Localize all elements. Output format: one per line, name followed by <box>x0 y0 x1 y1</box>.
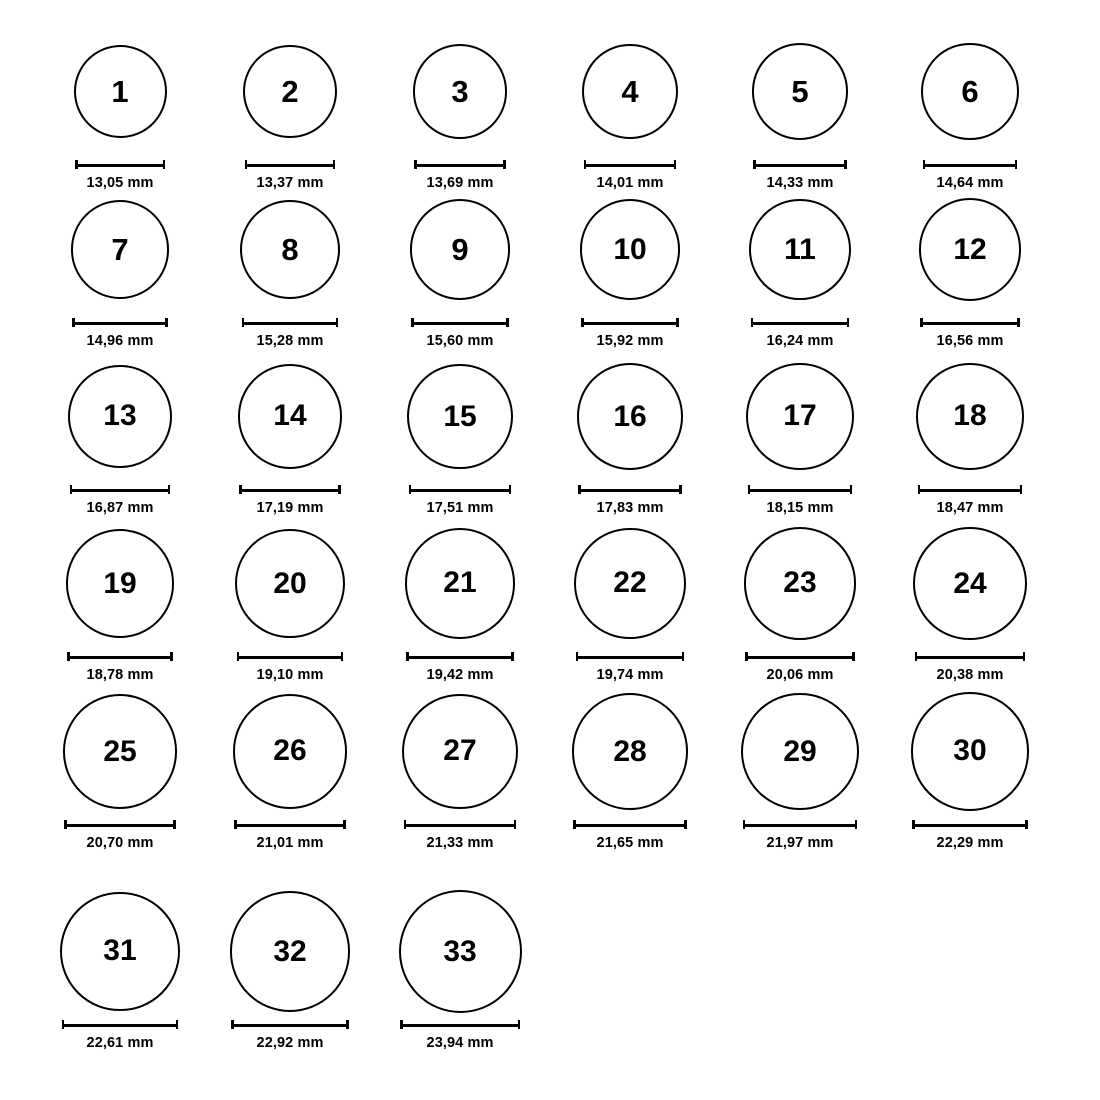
diameter-value-label: 17,19 mm <box>256 500 324 516</box>
diameter-measure-bar <box>70 485 171 494</box>
ring-size-label: 31 <box>103 934 137 968</box>
measure-tick-right <box>170 652 173 661</box>
ring-size-cell <box>35 690 205 851</box>
ring-size-cell <box>545 188 715 349</box>
ring-size-cell <box>375 690 545 851</box>
ring-size-label: 10 <box>613 232 647 266</box>
ring-circle <box>74 45 167 138</box>
ring-size-cell <box>375 30 545 191</box>
ring-size-cell <box>545 522 715 683</box>
measure-line <box>915 656 1025 659</box>
ring-size-label: 30 <box>953 734 987 768</box>
diameter-value-label: 15,60 mm <box>426 333 494 349</box>
diameter-value-label: 16,87 mm <box>86 500 154 516</box>
ring-circle <box>410 199 510 299</box>
ring-size-label: 15 <box>443 399 477 433</box>
ring-circle-wrap <box>233 690 348 813</box>
measure-line <box>414 164 506 167</box>
measure-tick-left <box>581 318 584 327</box>
measure-line <box>920 322 1020 325</box>
measure-tick-right <box>336 318 339 327</box>
ring-size-label: 8 <box>281 231 299 267</box>
ring-circle-wrap <box>752 30 849 153</box>
ring-circle <box>405 528 516 639</box>
diameter-value-label: 19,10 mm <box>256 667 324 683</box>
diameter-measure-bar <box>584 160 677 169</box>
measure-line <box>409 489 511 492</box>
ring-size-label: 17 <box>783 399 817 433</box>
measure-tick-left <box>400 1020 403 1029</box>
measure-tick-left <box>573 820 576 829</box>
ring-circle-wrap <box>746 355 853 478</box>
ring-size-cell <box>375 188 545 349</box>
diameter-measure-bar <box>923 160 1017 169</box>
measure-tick-left <box>64 820 67 829</box>
diameter-value-label: 20,38 mm <box>936 667 1004 683</box>
diameter-value-label: 21,01 mm <box>256 835 324 851</box>
ring-size-label: 6 <box>961 74 979 109</box>
diameter-value-label: 19,42 mm <box>426 667 494 683</box>
ring-circle <box>68 365 172 469</box>
ring-size-cell <box>545 355 715 516</box>
diameter-value-label: 13,69 mm <box>426 175 494 191</box>
ring-circle <box>921 43 1018 140</box>
diameter-measure-bar <box>400 1020 520 1029</box>
measure-tick-left <box>404 820 407 829</box>
measure-line <box>64 824 175 827</box>
ring-size-label: 14 <box>273 399 307 433</box>
measure-tick-right <box>168 485 171 494</box>
ring-size-cell <box>375 890 545 1051</box>
ring-circle <box>63 694 177 808</box>
measure-tick-right <box>518 1020 521 1029</box>
ring-size-cell <box>205 188 375 349</box>
measure-tick-left <box>748 485 751 494</box>
ring-circle <box>744 527 856 639</box>
ring-size-label: 24 <box>953 566 987 600</box>
diameter-value-label: 14,33 mm <box>766 175 834 191</box>
measure-tick-left <box>745 652 748 661</box>
ring-size-cell <box>885 30 1055 191</box>
ring-circle <box>577 363 683 469</box>
ring-circle-wrap <box>68 355 172 478</box>
measure-line <box>67 656 173 659</box>
measure-tick-right <box>850 485 853 494</box>
measure-tick-right <box>163 160 166 169</box>
diameter-measure-bar <box>578 485 681 494</box>
ring-size-label: 1 <box>111 74 129 109</box>
diameter-measure-bar <box>239 485 340 494</box>
measure-tick-left <box>578 485 581 494</box>
ring-size-label: 29 <box>783 734 817 768</box>
diameter-measure-bar <box>409 485 511 494</box>
measure-tick-right <box>338 485 341 494</box>
ring-size-cell <box>715 355 885 516</box>
ring-circle <box>413 44 508 139</box>
ring-circle-wrap <box>921 30 1018 153</box>
measure-line <box>70 489 171 492</box>
ring-size-label: 19 <box>103 566 137 600</box>
diameter-measure-bar <box>751 318 850 327</box>
ring-circle <box>741 693 859 811</box>
diameter-measure-bar <box>915 652 1025 661</box>
ring-size-label: 11 <box>784 232 816 266</box>
measure-tick-right <box>679 485 682 494</box>
ring-size-cell <box>545 690 715 851</box>
ring-circle <box>916 363 1024 471</box>
ring-size-label: 20 <box>273 566 307 600</box>
ring-size-cell <box>205 522 375 683</box>
diameter-measure-bar <box>912 820 1027 829</box>
diameter-value-label: 22,92 mm <box>256 1035 324 1051</box>
measure-tick-left <box>406 652 409 661</box>
diameter-value-label: 17,83 mm <box>596 500 664 516</box>
measure-tick-left <box>242 318 245 327</box>
measure-tick-right <box>176 1020 179 1029</box>
measure-line <box>72 322 167 325</box>
measure-tick-right <box>514 820 517 829</box>
measure-tick-right <box>346 1020 349 1029</box>
ring-size-label: 2 <box>281 74 299 109</box>
measure-tick-right <box>1025 820 1028 829</box>
ring-circle-wrap <box>574 522 685 645</box>
measure-tick-right <box>676 318 679 327</box>
ring-circle <box>911 692 1029 810</box>
diameter-measure-bar <box>581 318 679 327</box>
ring-circle <box>749 199 851 301</box>
diameter-measure-bar <box>242 318 338 327</box>
ring-size-cell <box>205 890 375 1051</box>
ring-size-label: 12 <box>953 232 987 266</box>
diameter-measure-bar <box>406 652 514 661</box>
ring-size-label: 18 <box>953 399 987 433</box>
ring-size-cell <box>35 522 205 683</box>
measure-line <box>584 164 677 167</box>
ring-circle-wrap <box>240 188 339 311</box>
measure-line <box>234 824 346 827</box>
measure-line <box>406 656 514 659</box>
measure-tick-left <box>239 485 242 494</box>
measure-line <box>753 164 847 167</box>
ring-circle <box>233 694 348 809</box>
measure-line <box>751 322 850 325</box>
measure-tick-right <box>1020 485 1023 494</box>
measure-line <box>912 824 1027 827</box>
measure-tick-left <box>743 820 746 829</box>
ring-circle-wrap <box>741 690 859 813</box>
measure-tick-left <box>75 160 78 169</box>
ring-circle-wrap <box>238 355 342 478</box>
measure-line <box>743 824 858 827</box>
ring-size-cell <box>715 522 885 683</box>
ring-circle <box>235 529 345 639</box>
ring-size-label: 21 <box>443 566 477 600</box>
measure-tick-right <box>847 318 850 327</box>
ring-circle-wrap <box>749 188 851 311</box>
ring-size-cell <box>885 690 1055 851</box>
measure-line <box>242 322 338 325</box>
ring-size-label: 28 <box>613 734 647 768</box>
diameter-measure-bar <box>62 1020 178 1029</box>
diameter-value-label: 18,47 mm <box>936 500 1004 516</box>
ring-circle-wrap <box>230 890 350 1013</box>
diameter-measure-bar <box>573 820 687 829</box>
diameter-measure-bar <box>234 820 346 829</box>
ring-circle-wrap <box>66 522 175 645</box>
measure-tick-left <box>912 820 915 829</box>
diameter-value-label: 21,65 mm <box>596 835 664 851</box>
ring-circle-wrap <box>911 690 1029 813</box>
measure-tick-right <box>1015 160 1018 169</box>
diameter-measure-bar <box>920 318 1020 327</box>
measure-line <box>404 824 517 827</box>
diameter-measure-bar <box>411 318 508 327</box>
diameter-measure-bar <box>743 820 858 829</box>
ring-circle-wrap <box>410 188 510 311</box>
diameter-measure-bar <box>245 160 336 169</box>
ring-circle-wrap <box>63 690 177 813</box>
measure-line <box>748 489 852 492</box>
measure-tick-right <box>343 820 346 829</box>
diameter-value-label: 15,92 mm <box>596 333 664 349</box>
ring-size-label: 33 <box>443 934 477 968</box>
diameter-measure-bar <box>67 652 173 661</box>
ring-circle <box>399 890 522 1013</box>
diameter-value-label: 14,96 mm <box>86 333 154 349</box>
diameter-measure-bar <box>237 652 344 661</box>
diameter-measure-bar <box>748 485 852 494</box>
diameter-measure-bar <box>576 652 684 661</box>
ring-circle <box>243 45 337 139</box>
ring-size-cell <box>715 188 885 349</box>
measure-tick-left <box>67 652 70 661</box>
ring-circle <box>230 891 350 1011</box>
ring-circle <box>238 364 342 468</box>
diameter-value-label: 18,78 mm <box>86 667 154 683</box>
ring-circle-wrap <box>744 522 856 645</box>
diameter-value-label: 20,70 mm <box>86 835 154 851</box>
measure-tick-left <box>62 1020 65 1029</box>
ring-circle <box>60 892 179 1011</box>
measure-tick-right <box>855 820 858 829</box>
ring-circle <box>919 198 1022 301</box>
ring-circle-wrap <box>60 890 179 1013</box>
measure-tick-right <box>674 160 677 169</box>
ring-size-cell <box>35 30 205 191</box>
measure-tick-left <box>414 160 417 169</box>
measure-tick-left <box>245 160 248 169</box>
ring-circle <box>580 199 681 300</box>
ring-circle-wrap <box>572 690 689 813</box>
measure-tick-right <box>165 318 168 327</box>
ring-circle <box>574 528 685 639</box>
ring-size-label: 4 <box>621 73 639 109</box>
measure-line <box>918 489 1023 492</box>
ring-circle-wrap <box>582 30 678 153</box>
ring-size-cell <box>35 890 205 1051</box>
measure-line <box>745 656 854 659</box>
diameter-value-label: 17,51 mm <box>426 500 494 516</box>
ring-size-cell <box>375 522 545 683</box>
measure-tick-left <box>72 318 75 327</box>
measure-tick-right <box>511 652 514 661</box>
measure-tick-right <box>341 652 344 661</box>
ring-circle <box>66 529 175 638</box>
measure-tick-right <box>333 160 336 169</box>
ring-circle-wrap <box>243 30 337 153</box>
ring-size-label: 27 <box>443 734 477 768</box>
diameter-measure-bar <box>753 160 847 169</box>
measure-line <box>411 322 508 325</box>
diameter-value-label: 19,74 mm <box>596 667 664 683</box>
ring-size-cell <box>205 690 375 851</box>
ring-circle <box>240 200 339 299</box>
ring-circle-wrap <box>405 522 516 645</box>
diameter-value-label: 22,29 mm <box>936 835 1004 851</box>
measure-line <box>237 656 344 659</box>
measure-tick-left <box>411 318 414 327</box>
measure-tick-left <box>751 318 754 327</box>
ring-circle-wrap <box>919 188 1022 311</box>
ring-size-label: 3 <box>451 74 469 109</box>
ring-circle <box>746 363 853 470</box>
measure-tick-right <box>503 160 506 169</box>
measure-line <box>573 824 687 827</box>
measure-tick-left <box>923 160 926 169</box>
diameter-value-label: 23,94 mm <box>426 1035 494 1051</box>
ring-circle <box>752 43 849 140</box>
ring-size-cell <box>205 355 375 516</box>
ring-size-cell <box>205 30 375 191</box>
measure-line <box>75 164 165 167</box>
measure-line <box>578 489 681 492</box>
ring-circle <box>572 693 689 810</box>
measure-tick-right <box>1017 318 1020 327</box>
ring-size-label: 23 <box>783 566 817 600</box>
diameter-measure-bar <box>745 652 854 661</box>
measure-tick-left <box>920 318 923 327</box>
diameter-measure-bar <box>64 820 175 829</box>
measure-tick-right <box>173 820 176 829</box>
diameter-measure-bar <box>72 318 167 327</box>
measure-line <box>576 656 684 659</box>
ring-circle-wrap <box>580 188 681 311</box>
ring-size-cell <box>35 188 205 349</box>
measure-tick-left <box>576 652 579 661</box>
ring-size-cell <box>885 355 1055 516</box>
ring-circle-wrap <box>235 522 345 645</box>
ring-size-cell <box>375 355 545 516</box>
measure-tick-left <box>70 485 73 494</box>
measure-tick-left <box>584 160 587 169</box>
ring-circle <box>913 527 1026 640</box>
measure-tick-right <box>509 485 512 494</box>
measure-line <box>400 1024 520 1027</box>
ring-size-cell <box>885 522 1055 683</box>
diameter-measure-bar <box>414 160 506 169</box>
ring-circle-wrap <box>913 522 1026 645</box>
ring-circle-wrap <box>74 30 167 153</box>
diameter-value-label: 20,06 mm <box>766 667 834 683</box>
diameter-value-label: 13,37 mm <box>256 175 324 191</box>
ring-size-cell <box>715 30 885 191</box>
ring-circle-wrap <box>916 355 1024 478</box>
diameter-value-label: 16,56 mm <box>936 333 1004 349</box>
diameter-value-label: 14,01 mm <box>596 175 664 191</box>
diameter-value-label: 15,28 mm <box>256 333 324 349</box>
ring-size-label: 9 <box>451 231 469 267</box>
ring-size-label: 7 <box>111 232 129 267</box>
measure-line <box>239 489 340 492</box>
diameter-value-label: 22,61 mm <box>86 1035 154 1051</box>
ring-circle-wrap <box>71 188 169 311</box>
ring-size-label: 16 <box>613 399 647 433</box>
diameter-value-label: 21,97 mm <box>766 835 834 851</box>
ring-size-cell <box>545 30 715 191</box>
ring-circle-wrap <box>413 30 508 153</box>
diameter-value-label: 18,15 mm <box>766 500 834 516</box>
ring-size-cell <box>715 690 885 851</box>
measure-tick-left <box>753 160 756 169</box>
ring-size-label: 22 <box>613 566 647 600</box>
measure-tick-left <box>234 820 237 829</box>
measure-tick-left <box>231 1020 234 1029</box>
ring-circle-wrap <box>399 890 522 1013</box>
diameter-value-label: 21,33 mm <box>426 835 494 851</box>
ring-circle-wrap <box>402 690 518 813</box>
ring-circle <box>582 44 678 140</box>
measure-line <box>231 1024 348 1027</box>
diameter-measure-bar <box>231 1020 348 1029</box>
ring-circle <box>402 694 518 810</box>
ring-size-label: 5 <box>791 73 809 109</box>
diameter-measure-bar <box>75 160 165 169</box>
diameter-value-label: 16,24 mm <box>766 333 834 349</box>
measure-line <box>923 164 1017 167</box>
ring-circle <box>407 364 512 469</box>
measure-tick-right <box>684 820 687 829</box>
ring-circle-wrap <box>577 355 683 478</box>
measure-tick-left <box>918 485 921 494</box>
ring-size-cell <box>885 188 1055 349</box>
diameter-value-label: 13,05 mm <box>86 175 154 191</box>
diameter-measure-bar <box>404 820 517 829</box>
ring-size-cell <box>35 355 205 516</box>
measure-tick-right <box>1023 652 1026 661</box>
measure-line <box>581 322 679 325</box>
ring-size-label: 26 <box>273 734 307 768</box>
ring-size-label: 25 <box>103 734 137 768</box>
measure-tick-right <box>682 652 685 661</box>
ring-size-label: 32 <box>273 934 307 968</box>
measure-tick-right <box>844 160 847 169</box>
diameter-measure-bar <box>918 485 1023 494</box>
ring-size-label: 13 <box>103 399 137 433</box>
measure-tick-right <box>506 318 509 327</box>
measure-tick-left <box>237 652 240 661</box>
ring-circle <box>71 200 169 298</box>
measure-line <box>245 164 336 167</box>
measure-tick-right <box>852 652 855 661</box>
measure-tick-left <box>915 652 918 661</box>
ring-circle-wrap <box>407 355 512 478</box>
measure-tick-left <box>409 485 412 494</box>
diameter-value-label: 14,64 mm <box>936 175 1004 191</box>
measure-line <box>62 1024 178 1027</box>
